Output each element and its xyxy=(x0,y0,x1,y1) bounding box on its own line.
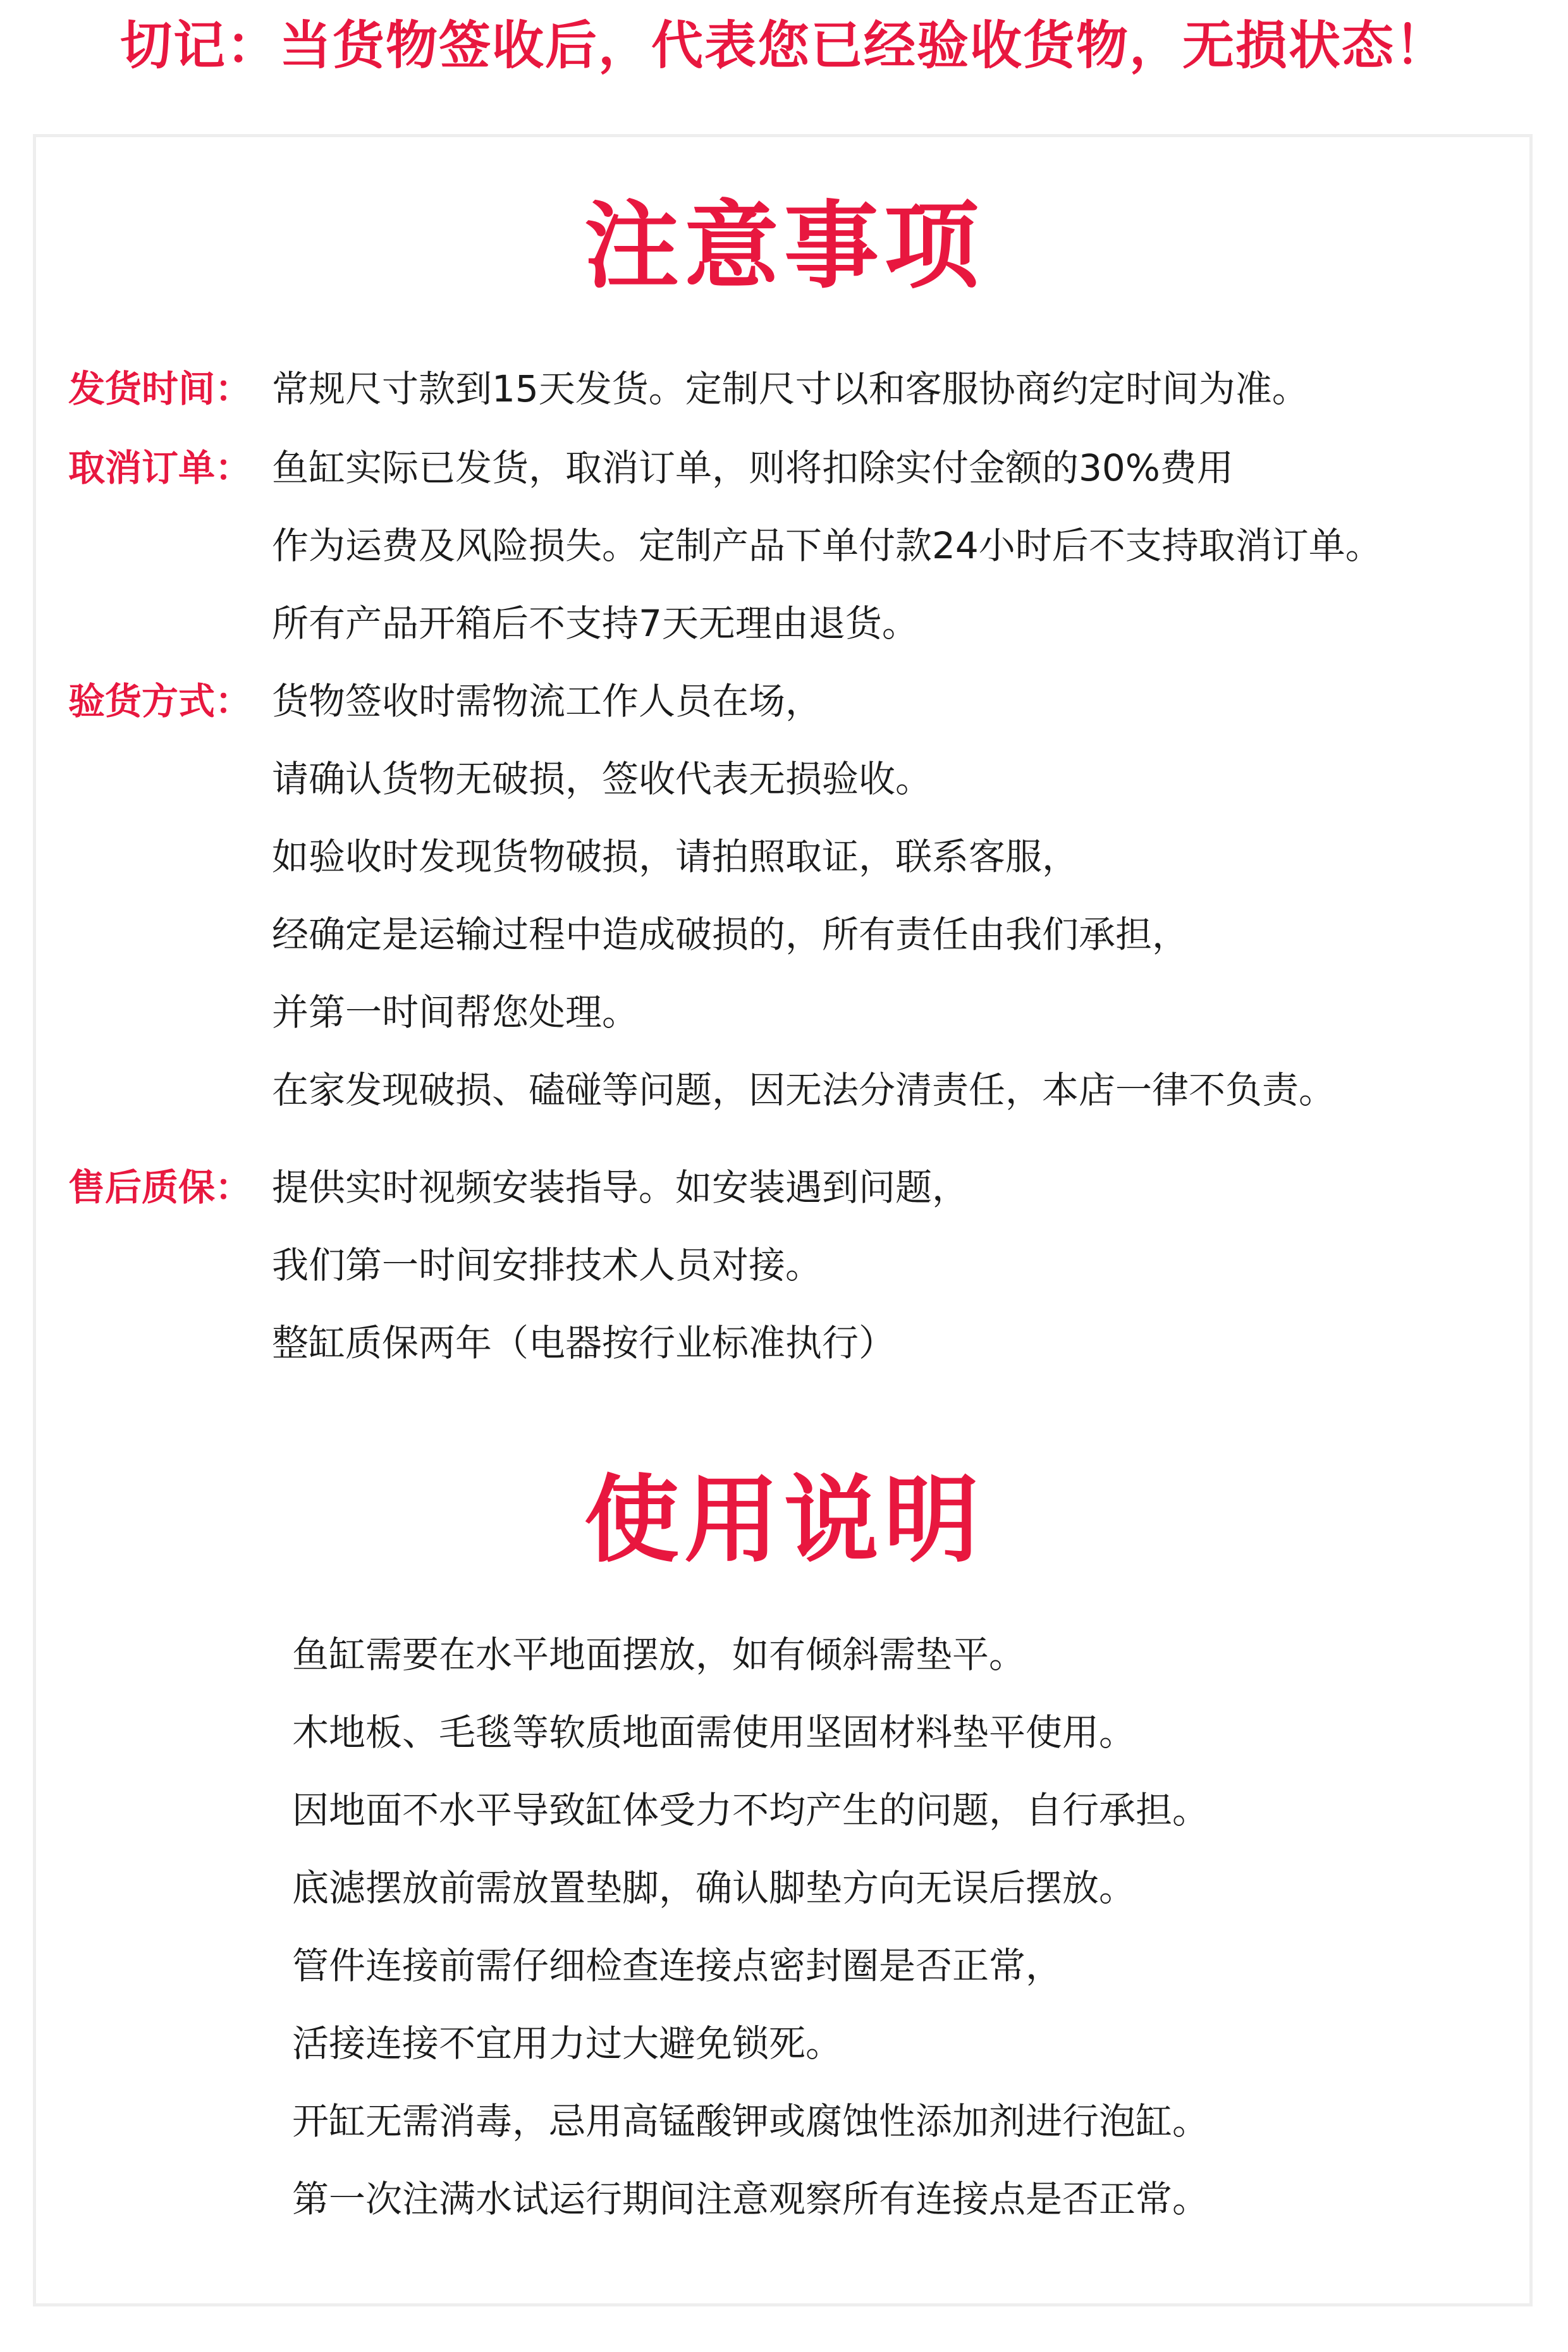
warranty-row xyxy=(0,1156,1568,1219)
top-warning-banner: 切记：当货物签收后，代表您已经验收货物，无损状态！ xyxy=(119,16,1448,76)
inspection-row xyxy=(0,670,1568,733)
inspection-row-3 xyxy=(0,825,1568,888)
warranty-label: 售后质保： xyxy=(68,1166,252,1209)
usage-row-8 xyxy=(0,2167,1568,2231)
shipping-time-line-1: 常规尺寸款到15天发货。定制尺寸以和客服协商约定时间为准。 xyxy=(272,367,1309,410)
usage-row-7 xyxy=(0,2090,1568,2153)
inspection-row-6 xyxy=(0,1058,1568,1122)
cancel-order-line-3: 所有产品开箱后不支持7天无理由退货。 xyxy=(272,602,919,645)
inspection-row-4 xyxy=(0,903,1568,966)
inspection-label: 验货方式： xyxy=(68,680,252,723)
usage-row-6 xyxy=(0,2012,1568,2075)
usage-line-2: 木地板、毛毯等软质地面需使用坚固材料垫平使用。 xyxy=(292,1711,1136,1754)
usage-line-5: 管件连接前需仔细检查连接点密封圈是否正常， xyxy=(292,1944,1063,1987)
warranty-line-3: 整缸质保两年（电器按行业标准执行） xyxy=(272,1321,896,1364)
inspection-line-3: 如验收时发现货物破损，请拍照取证，联系客服， xyxy=(272,835,1079,878)
inspection-row-2 xyxy=(0,747,1568,811)
warranty-row-3 xyxy=(0,1311,1568,1375)
inspection-line-2: 请确认货物无破损，签收代表无损验收。 xyxy=(272,757,933,800)
inspection-row-5 xyxy=(0,981,1568,1044)
usage-line-1: 鱼缸需要在水平地面摆放，如有倾斜需垫平。 xyxy=(292,1633,1026,1676)
inspection-line-4: 经确定是运输过程中造成破损的，所有责任由我们承担， xyxy=(272,913,1189,956)
cancel-order-row-2 xyxy=(0,514,1568,577)
usage-title: 使用说明 xyxy=(584,1466,984,1576)
usage-row-3 xyxy=(0,1779,1568,1842)
usage-line-8: 第一次注满水试运行期间注意观察所有连接点是否正常。 xyxy=(292,2177,1210,2220)
warranty-line-2: 我们第一时间安排技术人员对接。 xyxy=(272,1244,823,1287)
warranty-line-1: 提供实时视频安装指导。如安装遇到问题， xyxy=(272,1166,969,1209)
cancel-order-label: 取消订单： xyxy=(68,446,252,489)
usage-row-4 xyxy=(0,1856,1568,1920)
usage-row-2 xyxy=(0,1701,1568,1764)
notice-title: 注意事项 xyxy=(584,192,984,302)
usage-row-5 xyxy=(0,1934,1568,1997)
inspection-line-6: 在家发现破损、磕碰等问题，因无法分清责任，本店一律不负责。 xyxy=(272,1069,1336,1112)
usage-line-7: 开缸无需消毒，忌用高锰酸钾或腐蚀性添加剂进行泡缸。 xyxy=(292,2100,1210,2143)
cancel-order-row xyxy=(0,436,1568,499)
cancel-order-line-1: 鱼缸实际已发货，取消订单，则将扣除实付金额的30%费用 xyxy=(272,446,1234,489)
warranty-row-2 xyxy=(0,1234,1568,1297)
usage-line-4: 底滤摆放前需放置垫脚，确认脚垫方向无误后摆放。 xyxy=(292,1866,1136,1909)
inspection-line-5: 并第一时间帮您处理。 xyxy=(272,991,639,1034)
cancel-order-line-2: 作为运费及风险损失。定制产品下单付款24小时后不支持取消订单。 xyxy=(272,524,1382,567)
usage-line-3: 因地面不水平导致缸体受力不均产生的问题，自行承担。 xyxy=(292,1789,1210,1832)
usage-line-6: 活接连接不宜用力过大避免锁死。 xyxy=(292,2022,843,2065)
cancel-order-row-3 xyxy=(0,592,1568,655)
shipping-time-label: 发货时间： xyxy=(68,367,252,410)
shipping-time-row xyxy=(0,357,1568,420)
usage-row-1 xyxy=(0,1623,1568,1686)
inspection-line-1: 货物签收时需物流工作人员在场， xyxy=(272,680,823,723)
